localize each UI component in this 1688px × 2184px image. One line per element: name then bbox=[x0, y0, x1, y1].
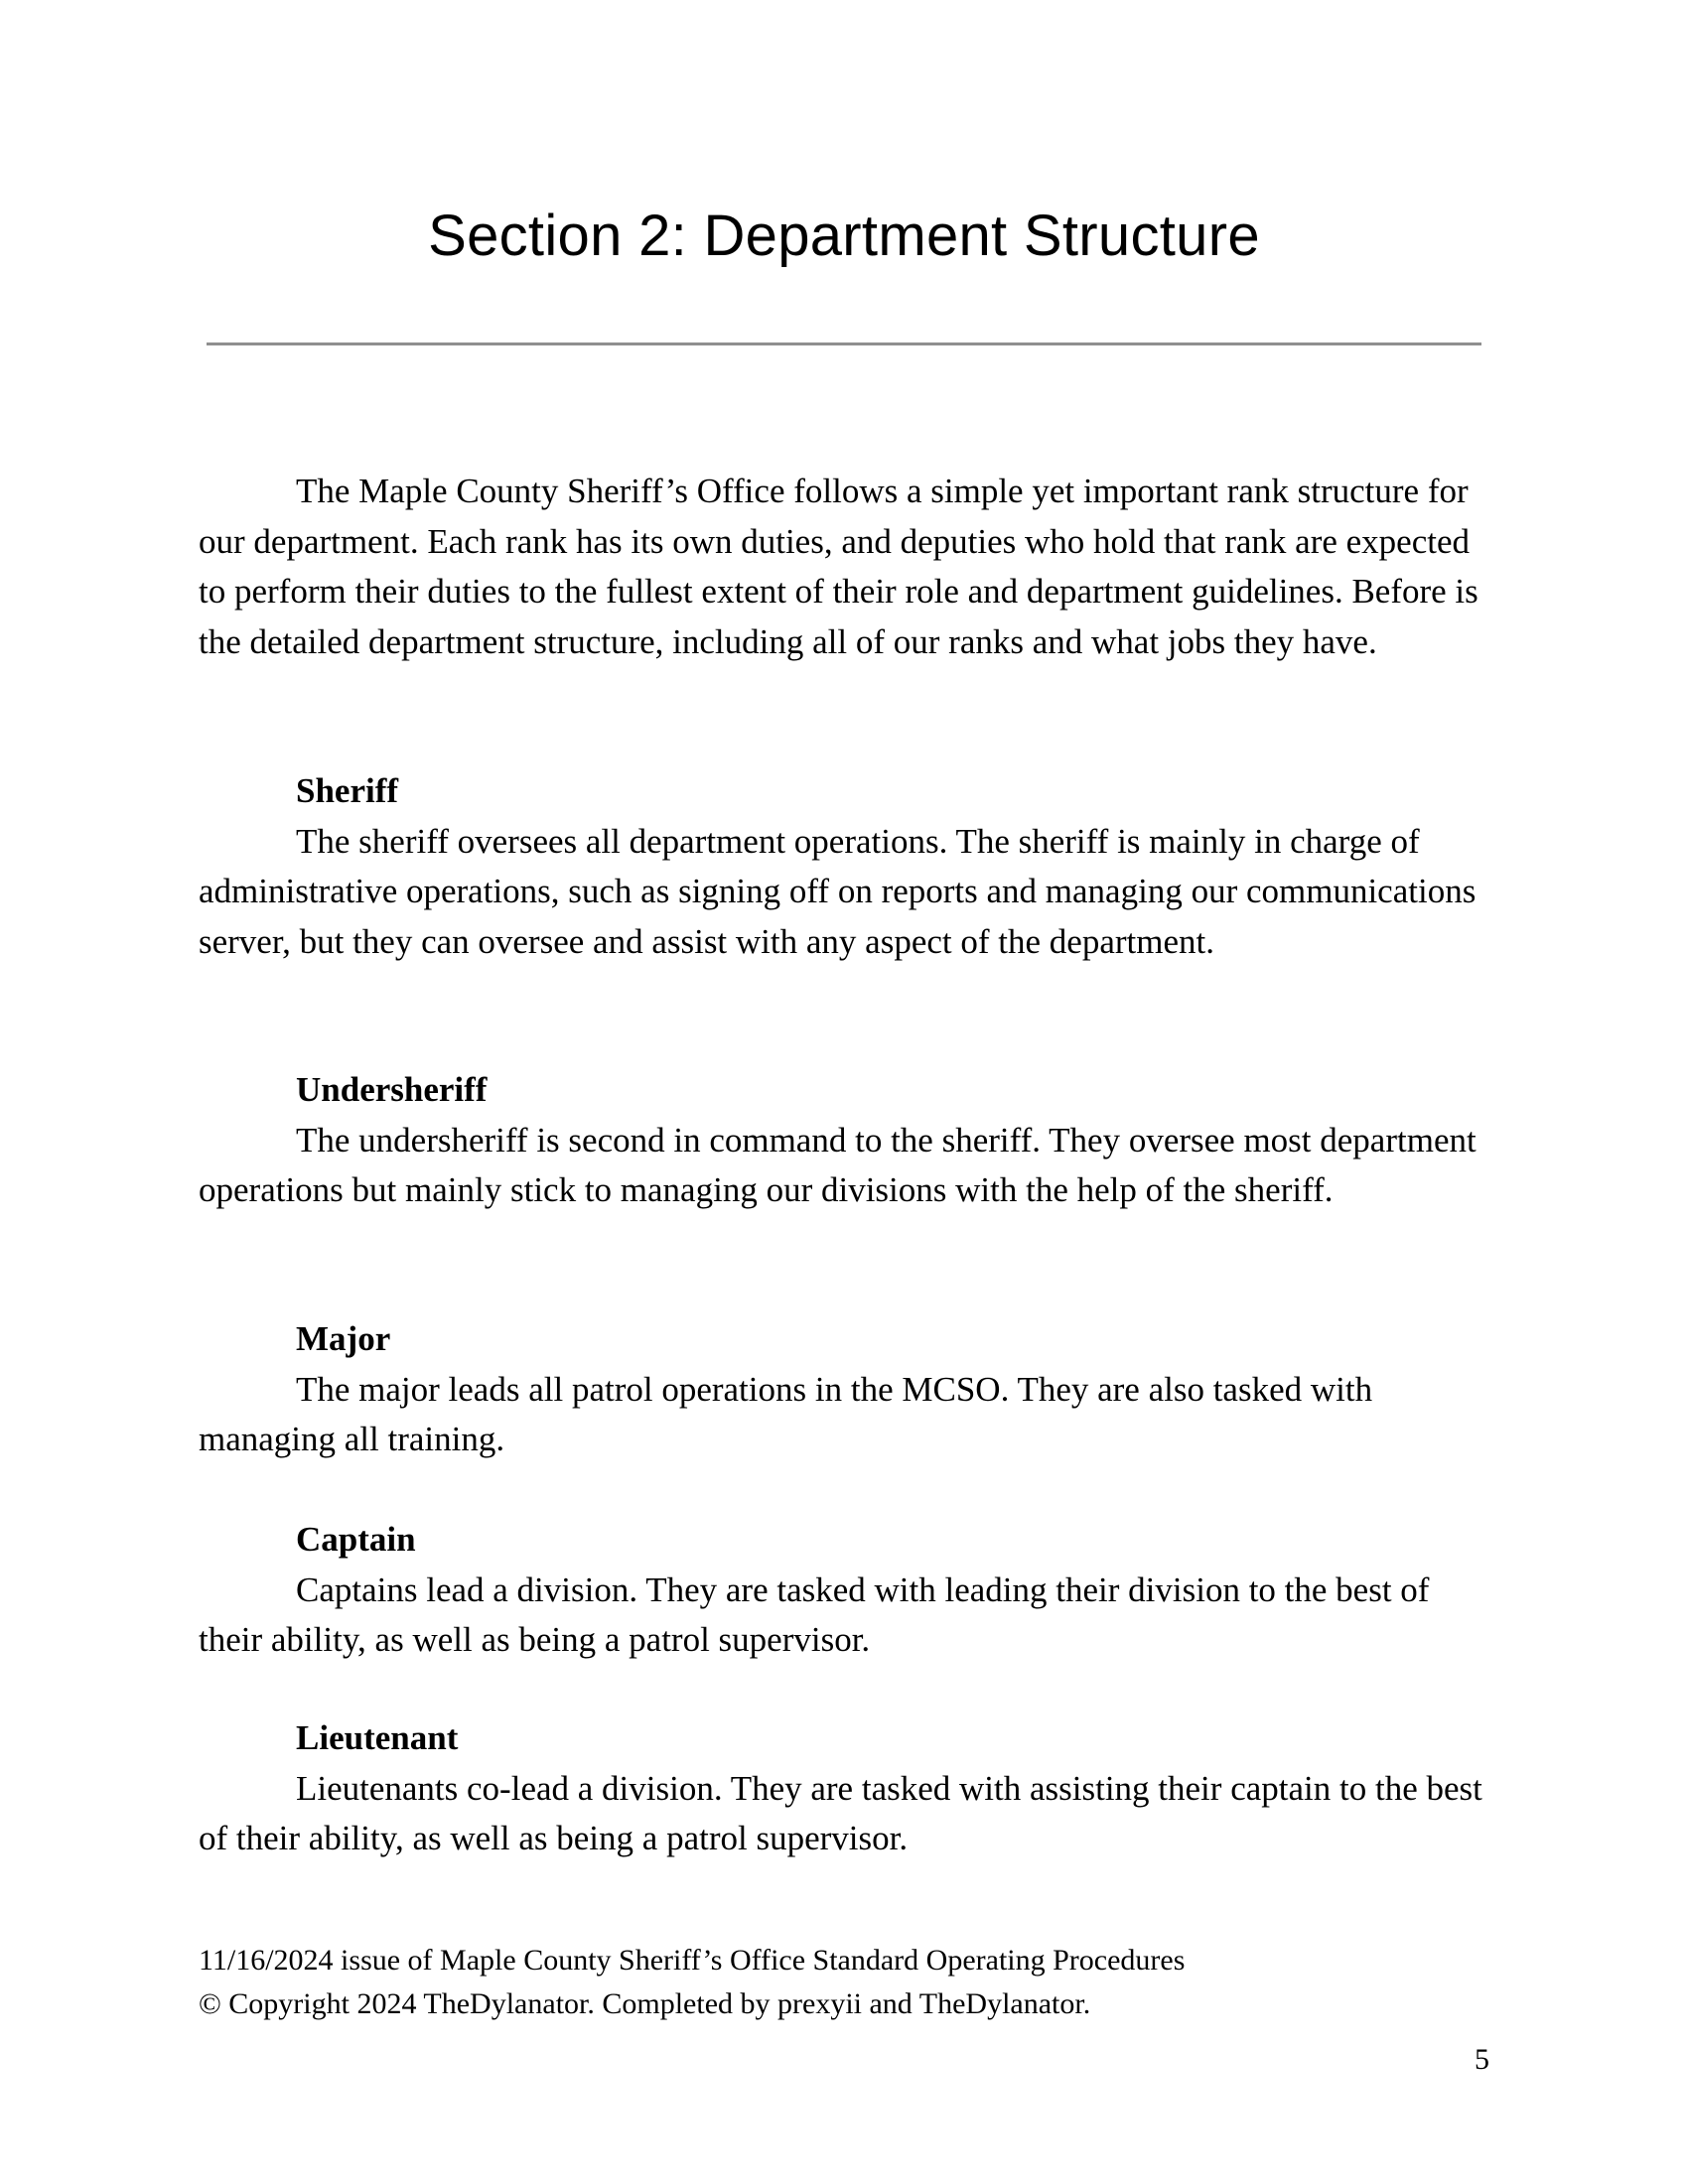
intro-paragraph: The Maple County Sheriff’s Office follows a simple yet important rank structure for our department. Each rank has its own duties, and deputies who hold that rank are expected to perform their duties to the fullest extent of their role and department guidelines. Before is the detailed department structure, including all of our ranks and what jobs they have. bbox=[199, 472, 1478, 661]
rank-description: The major leads all patrol operations in the MCSO. They are also tasked with managing all training. bbox=[199, 1369, 1373, 1458]
rank-section-major bbox=[199, 1314, 1489, 1465]
footer-copyright-line: © Copyright 2024 TheDylanator. Completed by prexyii and TheDylanator. bbox=[199, 1987, 1091, 2020]
rank-section-captain bbox=[199, 1515, 1489, 1666]
rank-section-sheriff bbox=[199, 766, 1489, 967]
rank-section-undersheriff bbox=[199, 1065, 1489, 1216]
page-number: 5 bbox=[1475, 2043, 1489, 2076]
rank-description: The sheriff oversees all department operations. The sheriff is mainly in charge of administrative operations, such as signing off on reports and managing our communications server, but they can oversee and assist with any aspect of the department. bbox=[199, 821, 1477, 961]
rank-heading: Captain bbox=[296, 1520, 416, 1559]
rank-heading: Major bbox=[296, 1319, 391, 1358]
rank-description: Captains lead a division. They are tasked with leading their division to the best of their ability, as well as being a patrol supervisor. bbox=[199, 1570, 1430, 1659]
intro-section bbox=[199, 467, 1489, 667]
section-title: Section 2: Department Structure bbox=[428, 204, 1260, 268]
rank-description: The undersheriff is second in command to the sheriff. They oversee most department operations but mainly stick to managing our divisions with the help of the sheriff. bbox=[199, 1120, 1477, 1209]
horizontal-divider bbox=[207, 342, 1481, 345]
rank-description: Lieutenants co-lead a division. They are tasked with assisting their captain to the best of their ability, as well as being a patrol supervisor. bbox=[199, 1768, 1482, 1857]
footer-issue-line: 11/16/2024 issue of Maple County Sheriff’s Office Standard Operating Procedures bbox=[199, 1944, 1186, 1977]
rank-heading: Sheriff bbox=[296, 771, 399, 810]
rank-heading: Lieutenant bbox=[296, 1718, 459, 1757]
rank-section-lieutenant bbox=[199, 1713, 1489, 1864]
page-footer bbox=[199, 1939, 1489, 2026]
rank-heading: Undersheriff bbox=[296, 1070, 488, 1109]
